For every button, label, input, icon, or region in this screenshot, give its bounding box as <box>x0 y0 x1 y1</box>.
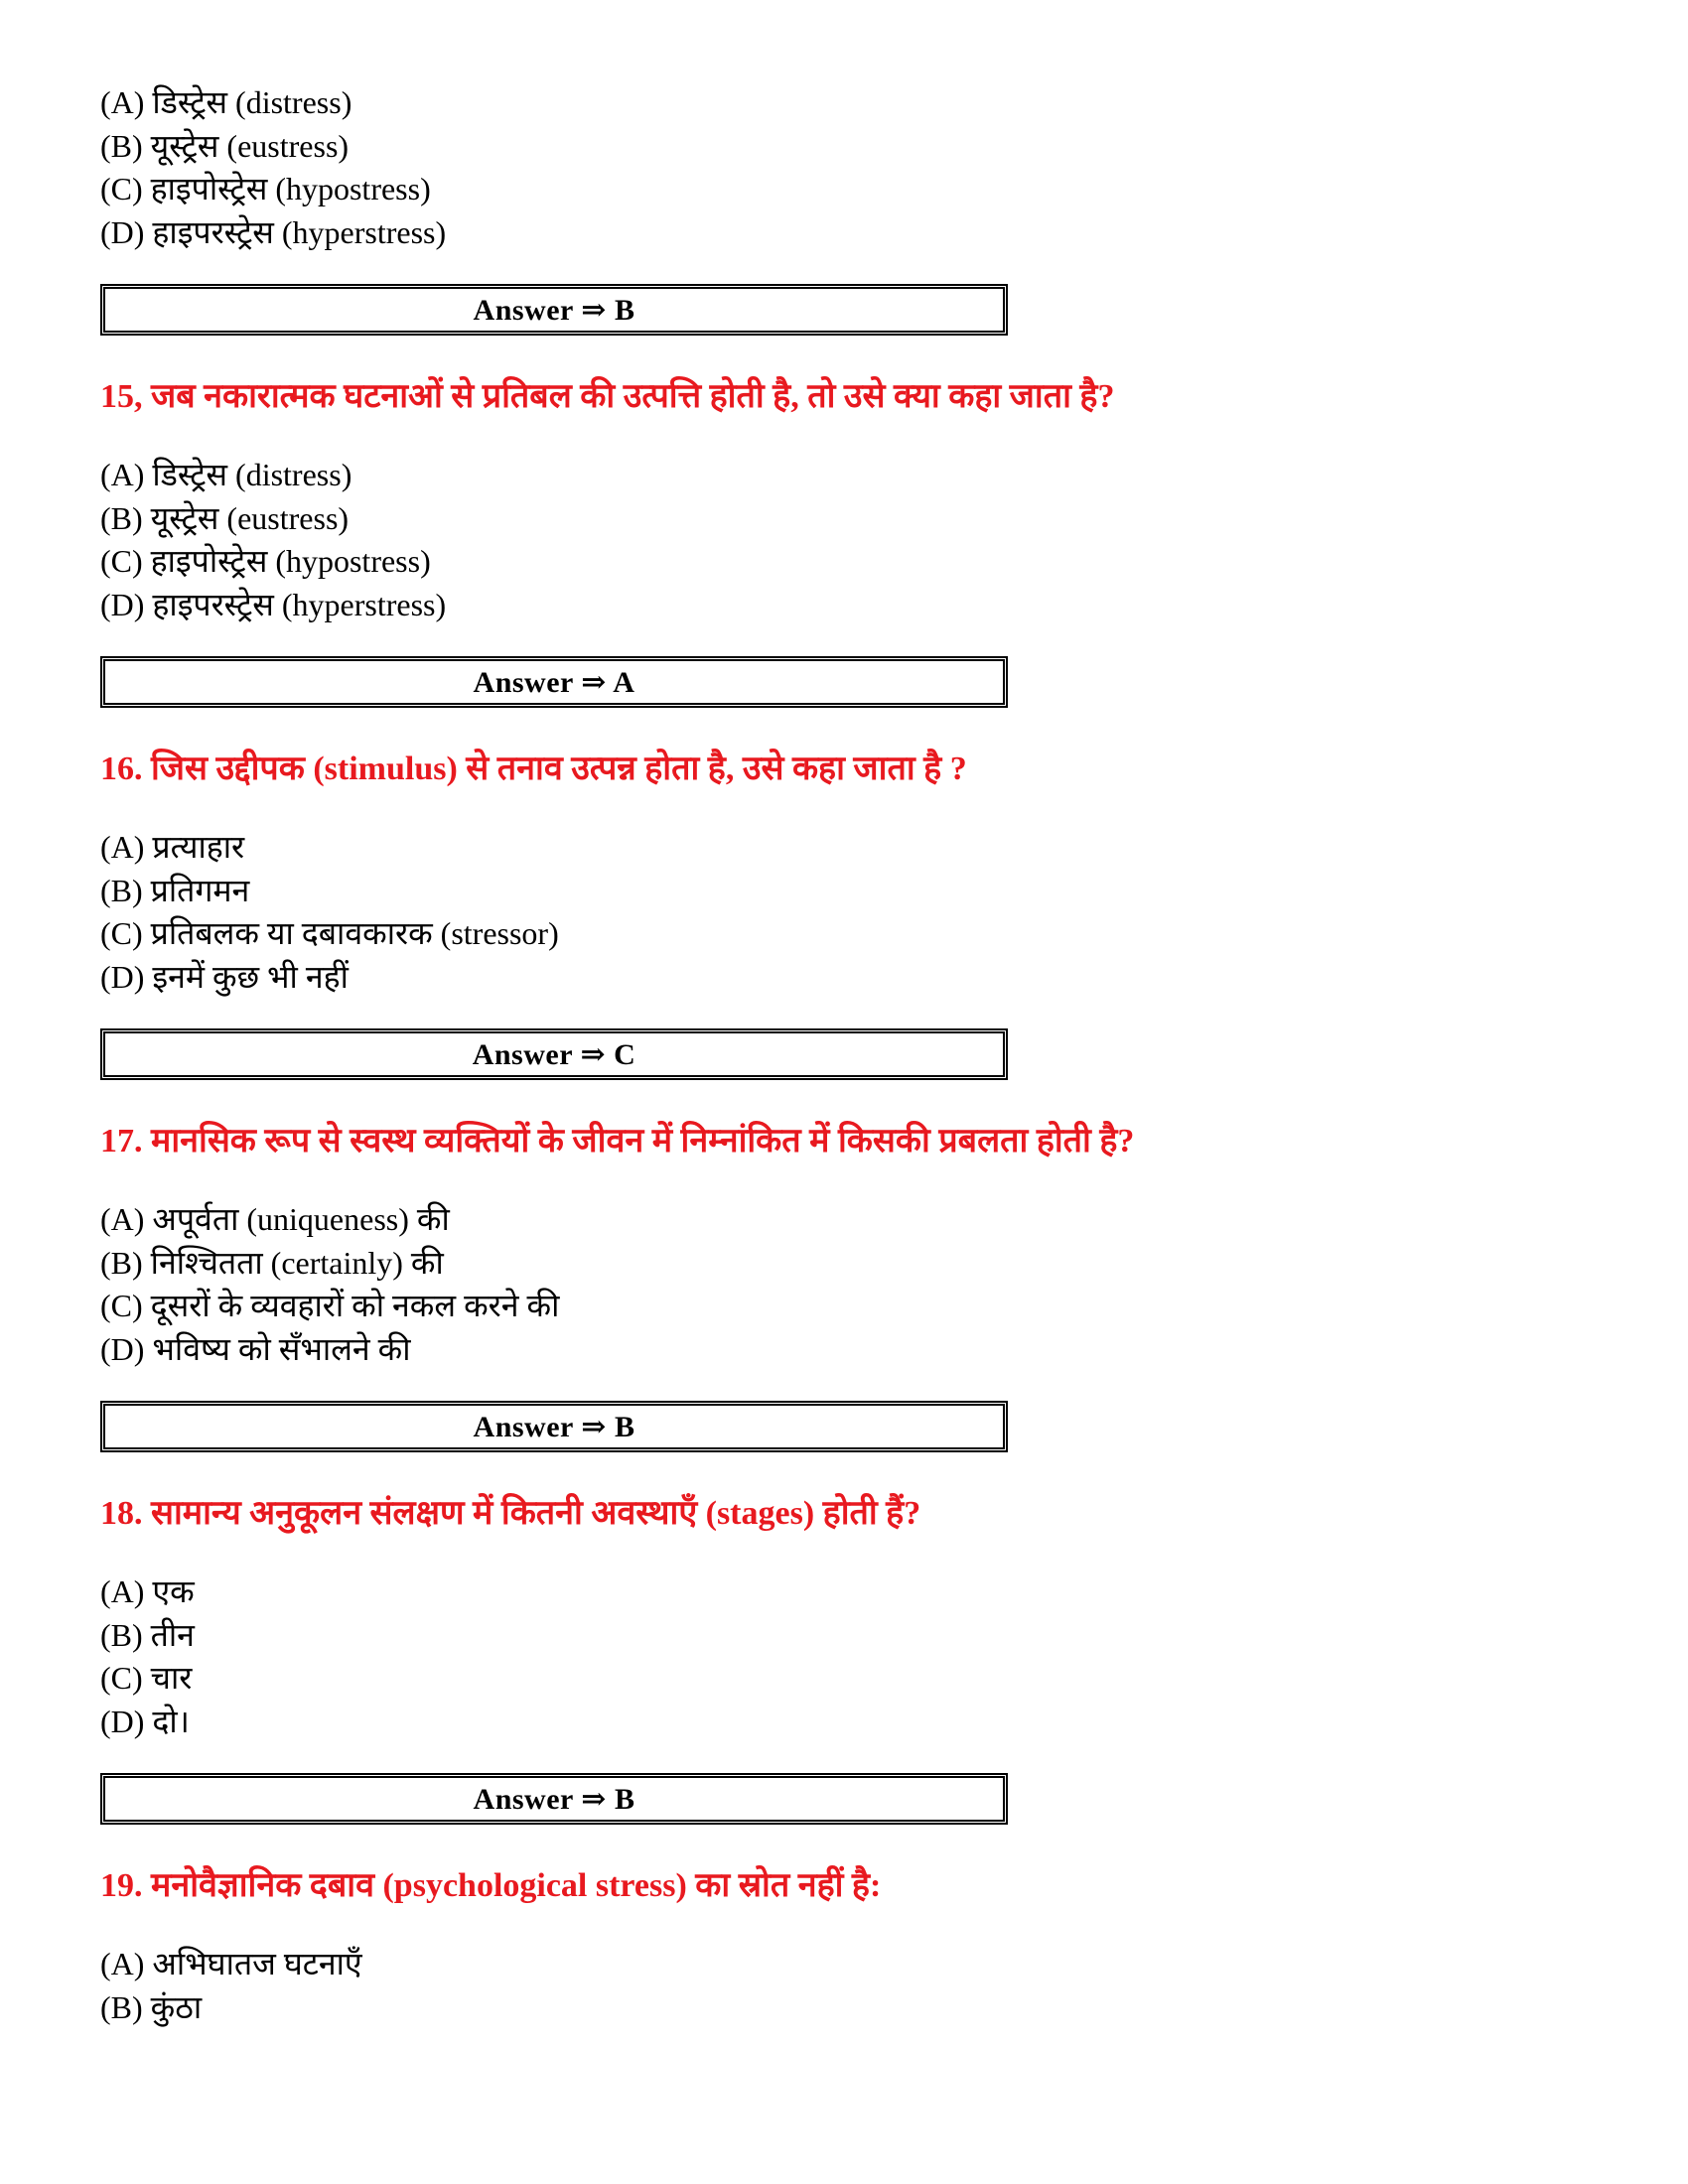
option-c: (C) चार <box>100 1660 193 1696</box>
option-a: (A) डिस्ट्रेस (distress) <box>100 84 352 120</box>
option-b: (B) प्रतिगमन <box>100 872 250 908</box>
answer-text: Answer ⇒ B <box>473 1410 635 1443</box>
answer-box <box>100 1773 1008 1825</box>
options-list <box>100 1570 1292 1743</box>
answer-box <box>100 1028 1008 1080</box>
answer-box <box>100 656 1008 708</box>
answer-text: Answer ⇒ B <box>473 1782 635 1816</box>
question-16: 16. जिस उद्दीपक (stimulus) से तनाव उत्पन्न होता है, उसे कहा जाता है ? <box>100 751 967 787</box>
question-18: 18. सामान्य अनुकूलन संलक्षण में कितनी अवस्थाएँ (stages) होती हैं? <box>100 1495 921 1532</box>
option-c: (C) हाइपोस्ट्रेस (hypostress) <box>100 171 431 206</box>
option-b: (B) कुंठा <box>100 1988 203 2025</box>
option-d: (D) भविष्य को सँभालने की <box>100 1330 411 1367</box>
option-a: (A) अपूर्वता (uniqueness) की <box>100 1201 450 1237</box>
answer-text: Answer ⇒ B <box>473 293 635 327</box>
options-list <box>100 81 1292 254</box>
answer-text: Answer ⇒ C <box>472 1037 636 1071</box>
option-c: (C) दूसरों के व्यवहारों को नकल करने की <box>100 1288 560 1323</box>
option-d: (D) इनमें कुछ भी नहीं <box>100 958 349 995</box>
answer-box <box>100 1401 1008 1452</box>
options-list <box>100 1198 1292 1371</box>
option-d: (D) हाइपरस्ट्रेस (hyperstress) <box>100 586 447 622</box>
question-19: 19. मनोवैज्ञानिक दबाव (psychological stress) का स्रोत नहीं है: <box>100 1867 882 1904</box>
option-b: (B) यूस्ट्रेस (eustress) <box>100 127 350 164</box>
option-a: (A) डिस्ट्रेस (distress) <box>100 457 352 492</box>
option-a: (A) अभिघातज घटनाएँ <box>100 1946 362 1981</box>
option-d: (D) दो। <box>100 1703 190 1739</box>
option-a: (A) एक <box>100 1573 195 1609</box>
options-list <box>100 826 1292 999</box>
question-17: 17. मानसिक रूप से स्वस्थ व्यक्तियों के जीवन में निम्नांकित में किसकी प्रबलता होती है? <box>100 1123 1135 1160</box>
option-d: (D) हाइपरस्ट्रेस (hyperstress) <box>100 213 447 250</box>
option-b: (B) यूस्ट्रेस (eustress) <box>100 499 350 536</box>
question-15: 15, जब नकारात्मक घटनाओं से प्रतिबल की उत्पत्ति होती है, तो उसे क्या कहा जाता है? <box>100 378 1115 415</box>
answer-box <box>100 284 1008 336</box>
option-c: (C) हाइपोस्ट्रेस (hypostress) <box>100 543 431 579</box>
option-a: (A) प्रत्याहार <box>100 829 245 865</box>
option-b: (B) निश्चितता (certainly) की <box>100 1244 444 1281</box>
option-b: (B) तीन <box>100 1616 195 1653</box>
option-c: (C) प्रतिबलक या दबावकारक (stressor) <box>100 915 559 951</box>
answer-text: Answer ⇒ A <box>473 665 635 699</box>
options-list <box>100 454 1292 626</box>
options-list <box>100 1943 1292 2029</box>
